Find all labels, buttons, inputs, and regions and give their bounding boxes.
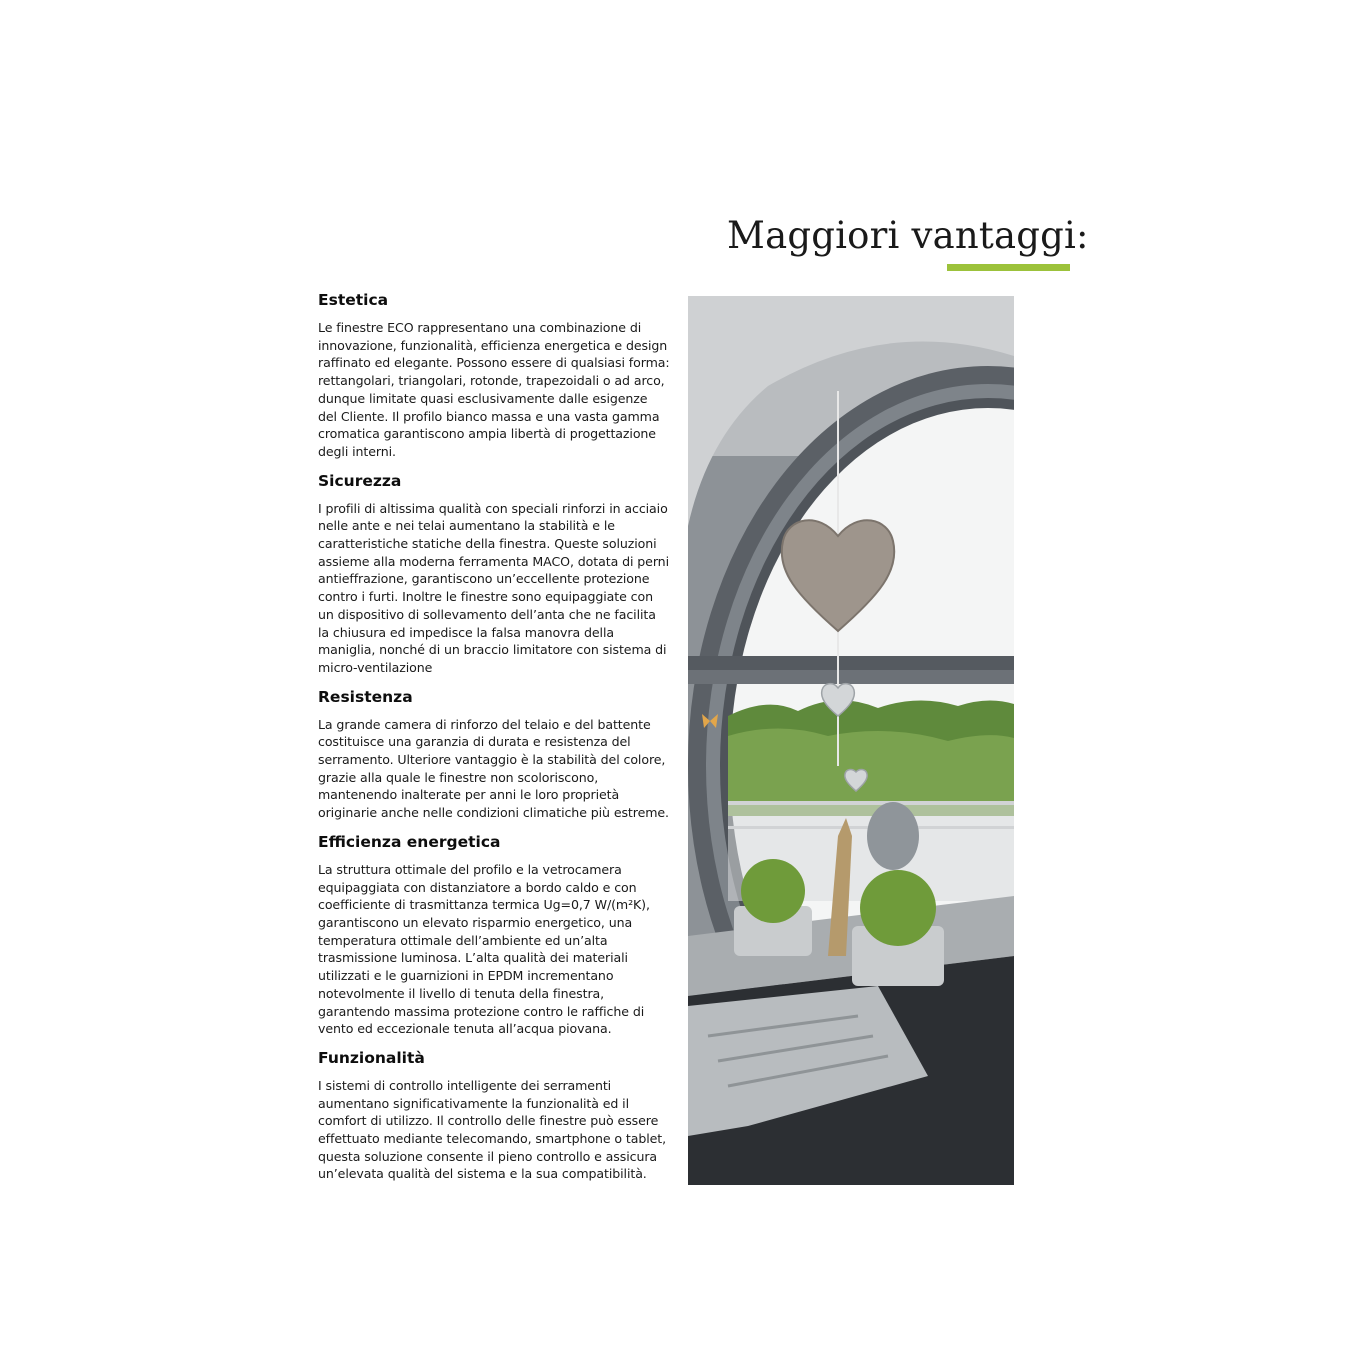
title-underline [947, 264, 1070, 271]
section-heading: Sicurezza [318, 471, 402, 490]
section-heading: Estetica [318, 291, 389, 309]
section-body: La grande camera di rinforzo del telaio e del battente costituisce una garanzia di durata e resistenza del serramento. Ulteriore vantaggio è la stabilità del colore, grazie alla quale le finestre non scoloriscono, mantenendo inalterate per anni le loro proprietà originarie anche nelle condizioni climatiche più estreme. [318, 716, 669, 821]
section-body: I sistemi di controllo intelligente dei serramenti aumentano significativamente la funzionalità ed il comfort di utilizzo. Il controllo delle finestre può essere effettuato mediante telecomando, smartphone o tablet, questa soluzione consente il pieno controllo e assicura un’elevata qualità del sistema e la sua compatibilità. [318, 1077, 667, 1182]
section-estetica [318, 290, 670, 461]
section-sicurezza [318, 471, 670, 677]
round-window-photo [688, 296, 1014, 1185]
section-heading: Efficienza energetica [318, 832, 501, 851]
section-body: Le finestre ECO rappresentano una combinazione di innovazione, funzionalità, efficienza energetica e design raffinato ed elegante. Possono essere di qualsiasi forma: rettangolari, triangolari, rotonde, trapezoidali o ad arco, dunque limitate quasi esclusivamente dalle esigenze del Cliente. Il profilo bianco massa e una vasta gamma cromatica garantiscono ampia libertà di progettazione degli interni. [318, 320, 670, 459]
section-funzionalita [318, 1048, 670, 1183]
text-column [318, 290, 670, 1193]
section-body: La struttura ottimale del profilo e la vetrocamera equipaggiata con distanziatore a bordo caldo e con coefficiente di trasmittanza termica Ug=0,7 W/(m²K), garantiscono un elevato risparmio energetico, una temperatura ottimale dell’ambiente ed un’alta trasmissione luminosa. L’alta qualità dei materiali utilizzati e le guarnizioni in EPDM incrementano notevolmente il livello di tenuta della finestra, garantendo massima protezione contro le raffiche di vento ed eccezionale tenuta all’acqua piovana. [318, 861, 650, 1037]
section-resistenza [318, 687, 670, 822]
page-title: Maggiori vantaggi: [727, 214, 1089, 257]
section-heading: Funzionalità [318, 1048, 425, 1067]
section-efficienza-energetica [318, 832, 670, 1038]
section-body: I profili di altissima qualità con speciali rinforzi in acciaio nelle ante e nei telai aumentano la stabilità e le caratteristiche statiche della finestra. Queste soluzioni assieme alla moderna ferramenta MACO, dotata di perni antieffrazione, garantiscono un’eccellente protezione contro i furti. Inoltre le finestre sono equipaggiate con un dispositivo di sollevamento dell’anta che ne facilita la chiusura ed impedisce la falsa manovra della maniglia, nonché di un braccio limitatore con sistema di micro-ventilazione [318, 500, 669, 675]
section-heading: Resistenza [318, 687, 413, 706]
